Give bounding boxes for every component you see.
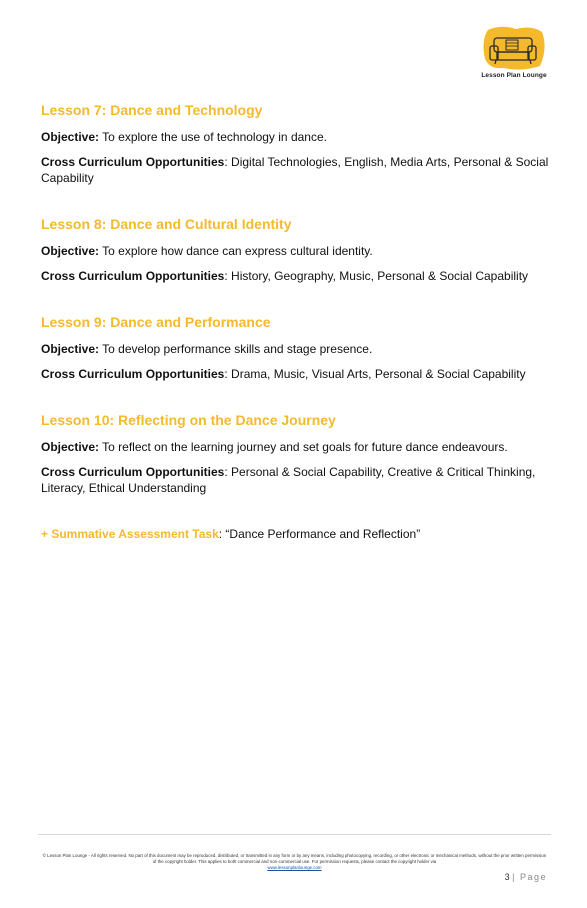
cross-curriculum-text: : Digital Technologies, English, Media Arts, Personal & Social Capability	[41, 155, 549, 185]
lesson-8	[41, 216, 553, 284]
objective	[41, 129, 553, 145]
lesson-plan-lounge-logo	[478, 26, 550, 82]
objective	[41, 243, 553, 259]
page-number	[505, 872, 547, 882]
cross-curriculum-label: Cross Curriculum Opportunities	[41, 269, 225, 283]
logo-text: Lesson Plan Lounge	[481, 72, 547, 79]
footer-divider	[38, 834, 551, 835]
lesson-9	[41, 314, 553, 382]
cross-curriculum-label: Cross Curriculum Opportunities	[41, 367, 225, 381]
lesson-title: Lesson 9: Dance and Performance	[41, 314, 271, 330]
sofa-logo-icon	[482, 26, 546, 72]
website-link[interactable]: www.lessonplanlounge.com	[267, 865, 322, 870]
summative-assessment	[41, 526, 553, 542]
cross-curriculum-label: Cross Curriculum Opportunities	[41, 465, 225, 479]
cross-curriculum	[41, 268, 553, 284]
lesson-title: Lesson 8: Dance and Cultural Identity	[41, 216, 292, 232]
lesson-list	[41, 102, 553, 554]
cross-curriculum	[41, 154, 553, 186]
page-number-value: 3	[504, 872, 510, 882]
summative-label: + Summative Assessment Task	[41, 527, 219, 541]
copyright-text: © Lesson Plan Lounge - All rights reserved. No part of this document may be reproduced, distributed, or transmitted in any form or by any means, including photocopying, recording, or other electronic or mechanical methods, without the prior written permission of the copyright holder. This applies to both commercial and non-commercial use. For permission requests, please contact the copyright holder via	[42, 853, 547, 864]
objective	[41, 439, 553, 455]
objective-text: To reflect on the learning journey and set goals for future dance endeavours.	[99, 440, 508, 454]
summative-text: : “Dance Performance and Reflection”	[218, 527, 421, 541]
cross-curriculum	[41, 366, 553, 382]
cross-curriculum-text: : Drama, Music, Visual Arts, Personal & Social Capability	[224, 367, 526, 381]
objective-text: To develop performance skills and stage presence.	[99, 342, 373, 356]
cross-curriculum-text: : History, Geography, Music, Personal & Social Capability	[224, 269, 529, 283]
cross-curriculum-text: : Personal & Social Capability, Creative & Critical Thinking, Literacy, Ethical Understanding	[41, 465, 536, 495]
objective	[41, 341, 553, 357]
cross-curriculum-label: Cross Curriculum Opportunities	[41, 155, 225, 169]
lesson-title: Lesson 10: Reflecting on the Dance Journey	[41, 412, 336, 428]
footer-copyright	[42, 853, 547, 871]
objective-label: Objective:	[41, 440, 100, 454]
cross-curriculum	[41, 464, 553, 496]
objective-label: Objective:	[41, 244, 100, 258]
lesson-title: Lesson 7: Dance and Technology	[41, 102, 263, 118]
lesson-10	[41, 412, 553, 496]
objective-label: Objective:	[41, 342, 100, 356]
page-label: | Page	[512, 872, 547, 882]
objective-text: To explore the use of technology in dance.	[99, 130, 327, 144]
objective-label: Objective:	[41, 130, 100, 144]
objective-text: To explore how dance can express cultural identity.	[99, 244, 373, 258]
lesson-7	[41, 102, 553, 186]
